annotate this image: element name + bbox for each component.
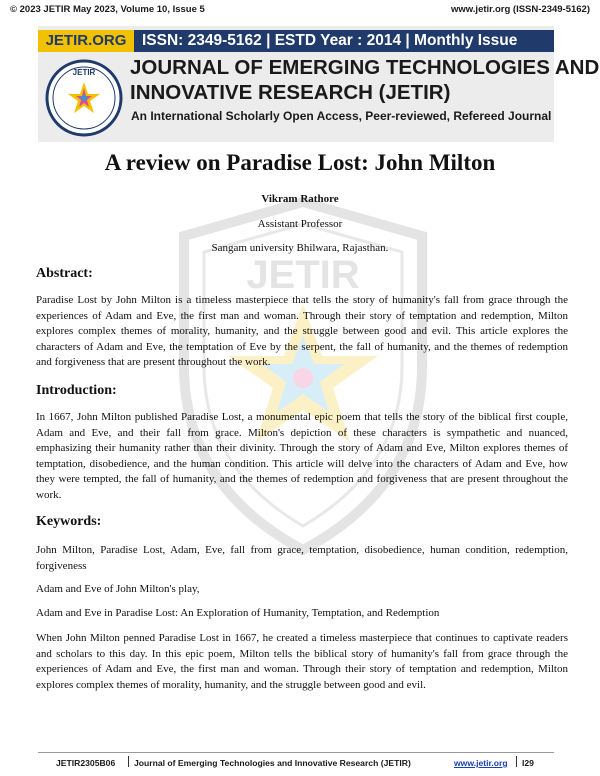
banner-tag: JETIR.ORG: [38, 30, 134, 52]
body-line-exploration: Adam and Eve in Paradise Lost: An Exploration of Humanity, Temptation, and Redemption: [36, 607, 440, 619]
page-footer: [38, 752, 554, 769]
author-affiliation: Sangam university Bhilwara, Rajasthan.: [211, 242, 389, 254]
footer-site-link[interactable]: www.jetir.org: [454, 758, 508, 768]
abstract-heading: Abstract:: [36, 266, 93, 281]
introduction-heading: Introduction:: [36, 383, 117, 398]
journal-name-line1: JOURNAL OF EMERGING TECHNOLOGIES AND: [130, 56, 600, 79]
running-header: [10, 4, 590, 18]
keywords-text: John Milton, Paradise Lost, Adam, Eve, fall from grace, temptation, disobedience, human condition, redemption, forgiveness: [36, 544, 568, 572]
header-issue-info: © 2023 JETIR May 2023, Volume 10, Issue 5: [10, 4, 205, 15]
abstract-text: Paradise Lost by John Milton is a timeless masterpiece that tells the story of humanity's fall from grace through the experiences of Adam and Eve, the first man and woman. Through their story of temptation and redemption, Milton explores complex themes of morality, humanity, and the struggle between good and evil. This article explores the characters of Adam and Eve, the temptation of Eve by the serpent, the fall of humanity, and the themes of redemption and forgiveness that are present throughout the work.: [36, 294, 568, 369]
footer-page-number: I29: [522, 758, 534, 768]
footer-divider: [516, 756, 517, 767]
footer-journal: Journal of Emerging Technologies and Innovative Research (JETIR): [134, 758, 411, 768]
svg-text:JETIR: JETIR: [246, 253, 360, 297]
keywords-heading: Keywords:: [36, 514, 102, 529]
article-title: A review on Paradise Lost: John Milton: [104, 150, 496, 175]
journal-name-line2: INNOVATIVE RESEARCH (JETIR): [130, 81, 451, 104]
author-name: Vikram Rathore: [261, 193, 339, 205]
header-site-issn: www.jetir.org (ISSN-2349-5162): [450, 4, 590, 15]
footer-paper-id: JETIR2305B06: [56, 758, 116, 768]
journal-subtitle: An International Scholarly Open Access, Peer-reviewed, Refereed Journal: [131, 109, 552, 123]
jetir-logo: [42, 58, 126, 138]
journal-banner: [38, 26, 600, 142]
banner-issn-line: ISSN: 2349-5162 | ESTD Year : 2014 | Monthly Issue: [142, 32, 518, 49]
body-line-adam-eve-play: Adam and Eve of John Milton's play,: [36, 583, 200, 595]
footer-divider: [128, 756, 129, 767]
body-paragraph: When John Milton penned Paradise Lost in 1667, he created a timeless masterpiece that continues to captivate readers and scholars to this day. In this epic poem, Milton tells the biblical story of humanity's fall from grace through the experiences of Adam and Eve, the first man and woman. Through their story of temptation and redemption, Milton explores complex themes of morality, humanity, and the struggle between good and evil.: [36, 632, 568, 691]
author-role: Assistant Professor: [257, 218, 343, 230]
introduction-text: In 1667, John Milton published Paradise Lost, a monumental epic poem that tells the story of the biblical first couple, Adam and Eve, and their fall from grace. Milton's depiction of these characters is sympathetic and nuanced, emphasizing their humanity rather than their divinity. Through the story of Adam and Eve, Milton explores themes of temptation, disobedience, and the human condition. This article will delve into the characters of Adam and Eve, how they were tempted, the fall of humanity, and the themes of redemption and forgiveness that are present throughout the work.: [36, 411, 568, 501]
logo-text: JETIR: [72, 68, 96, 77]
